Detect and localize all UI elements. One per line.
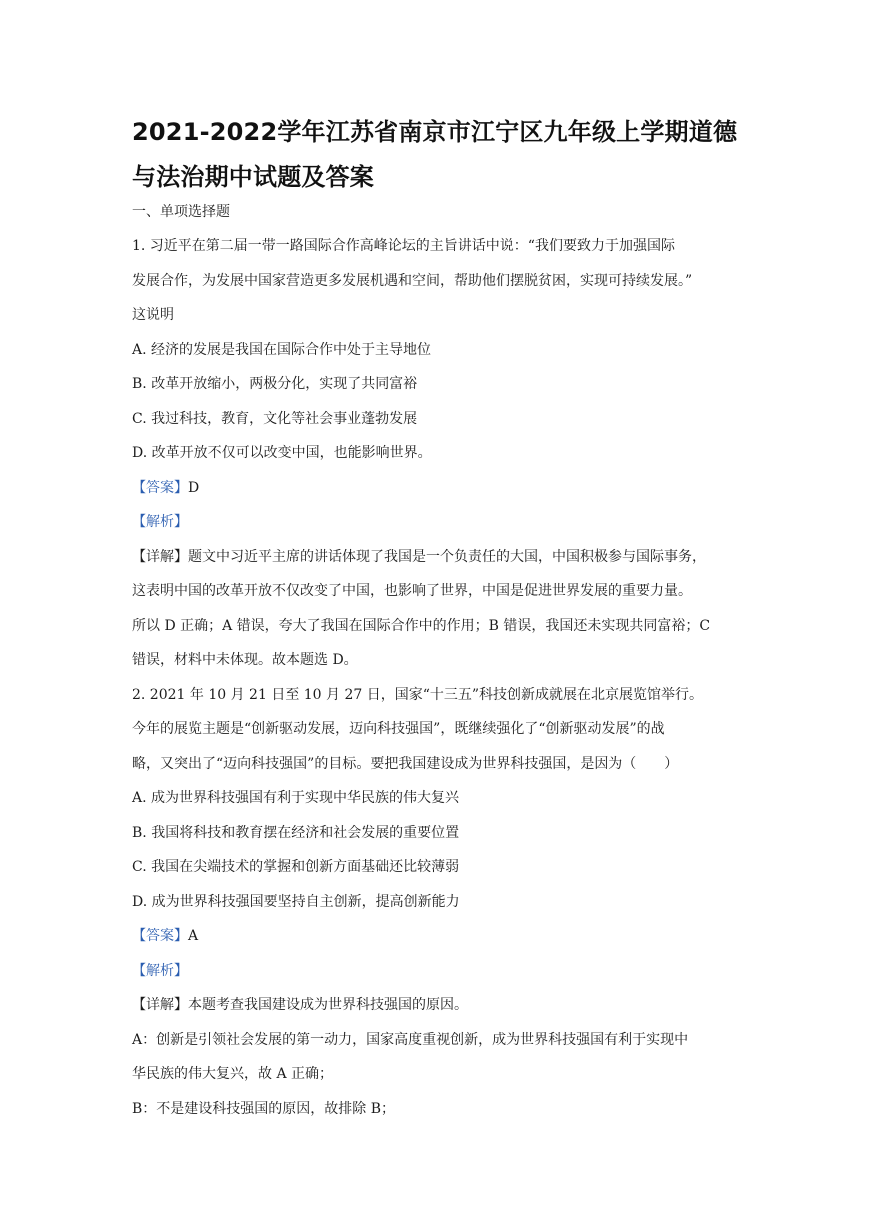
q2-answer-line	[132, 926, 752, 946]
q2-stem-line: 略，又突出了“迈向科技强国”的目标。要把我国建设成为世界科技强国，是因为（ ）	[132, 756, 679, 772]
q2-detail-line: 华民族的伟大复兴，故 A 正确；	[132, 1066, 334, 1082]
document-title: 2021-2022学年江苏省南京市江宁区九年级上学期道德与法治期中试题及答案	[132, 118, 738, 191]
q2-stem-line: 今年的展览主题是“创新驱动发展，迈向科技强国”，既继续强化了“创新驱动发展”的战	[132, 721, 665, 737]
q2-option-c: C. 我国在尖端技术的掌握和创新方面基础还比较薄弱	[132, 859, 460, 875]
q1-detail-line: 所以 D 正确；A 错误，夸大了我国在国际合作中的作用；B 错误，我国还未实现共同富裕；C	[132, 618, 711, 634]
q1-stem-line: 发展合作，为发展中国家营造更多发展机遇和空间，帮助他们摆脱贫困，实现可持续发展。”	[132, 273, 693, 289]
q2-detail-line: B：不是建设科技强国的原因，故排除 B；	[132, 1101, 396, 1117]
q2-option-b: B. 我国将科技和教育摆在经济和社会发展的重要位置	[132, 825, 460, 841]
q1-option-d: D. 改革开放不仅可以改变中国，也能影响世界。	[132, 445, 432, 461]
detail-label: 【详解】	[132, 997, 188, 1013]
analysis-label: 【解析】	[132, 963, 188, 979]
q1-option-b: B. 改革开放缩小，两极分化，实现了共同富裕	[132, 376, 418, 392]
answer-label: 【答案】	[132, 480, 188, 496]
q1-stem-line: 1. 习近平在第二届一带一路国际合作高峰论坛的主旨讲话中说：“我们要致力于加强国际	[132, 238, 675, 254]
q2-stem-line: 2. 2021 年 10 月 21 日至 10 月 27 日，国家“十三五”科技创新成就展在北京展览馆举行。	[132, 687, 704, 703]
q1-stem-line: 这说明	[132, 307, 174, 323]
q1-option-a: A. 经济的发展是我国在国际合作中处于主导地位	[132, 342, 432, 358]
section-heading: 一、单项选择题	[132, 204, 230, 220]
q2-option-a: A. 成为世界科技强国有利于实现中华民族的伟大复兴	[132, 790, 460, 806]
q1-detail-line: 这表明中国的改革开放不仅改变了中国，也影响了世界，中国是促进世界发展的重要力量。	[132, 583, 692, 599]
q2-detail-line: A：创新是引领社会发展的第一动力，国家高度重视创新，成为世界科技强国有利于实现中	[132, 1032, 689, 1048]
q1-detail-line	[132, 547, 752, 567]
answer-label: 【答案】	[132, 928, 188, 944]
analysis-label: 【解析】	[132, 514, 188, 530]
q2-option-d: D. 成为世界科技强国要坚持自主创新，提高创新能力	[132, 894, 460, 910]
answer-value: D	[188, 480, 200, 496]
detail-text: 本题考查我国建设成为世界科技强国的原因。	[188, 997, 468, 1013]
answer-value: A	[188, 928, 199, 944]
q1-detail-line: 错误，材料中未体现。故本题选 D。	[132, 652, 358, 668]
detail-label: 【详解】	[132, 549, 188, 565]
q1-answer-line	[132, 478, 752, 498]
detail-text: 题文中习近平主席的讲话体现了我国是一个负责任的大国，中国积极参与国际事务，	[188, 549, 706, 565]
q2-detail-line	[132, 995, 752, 1015]
q1-option-c: C. 我过科技，教育，文化等社会事业蓬勃发展	[132, 411, 418, 427]
